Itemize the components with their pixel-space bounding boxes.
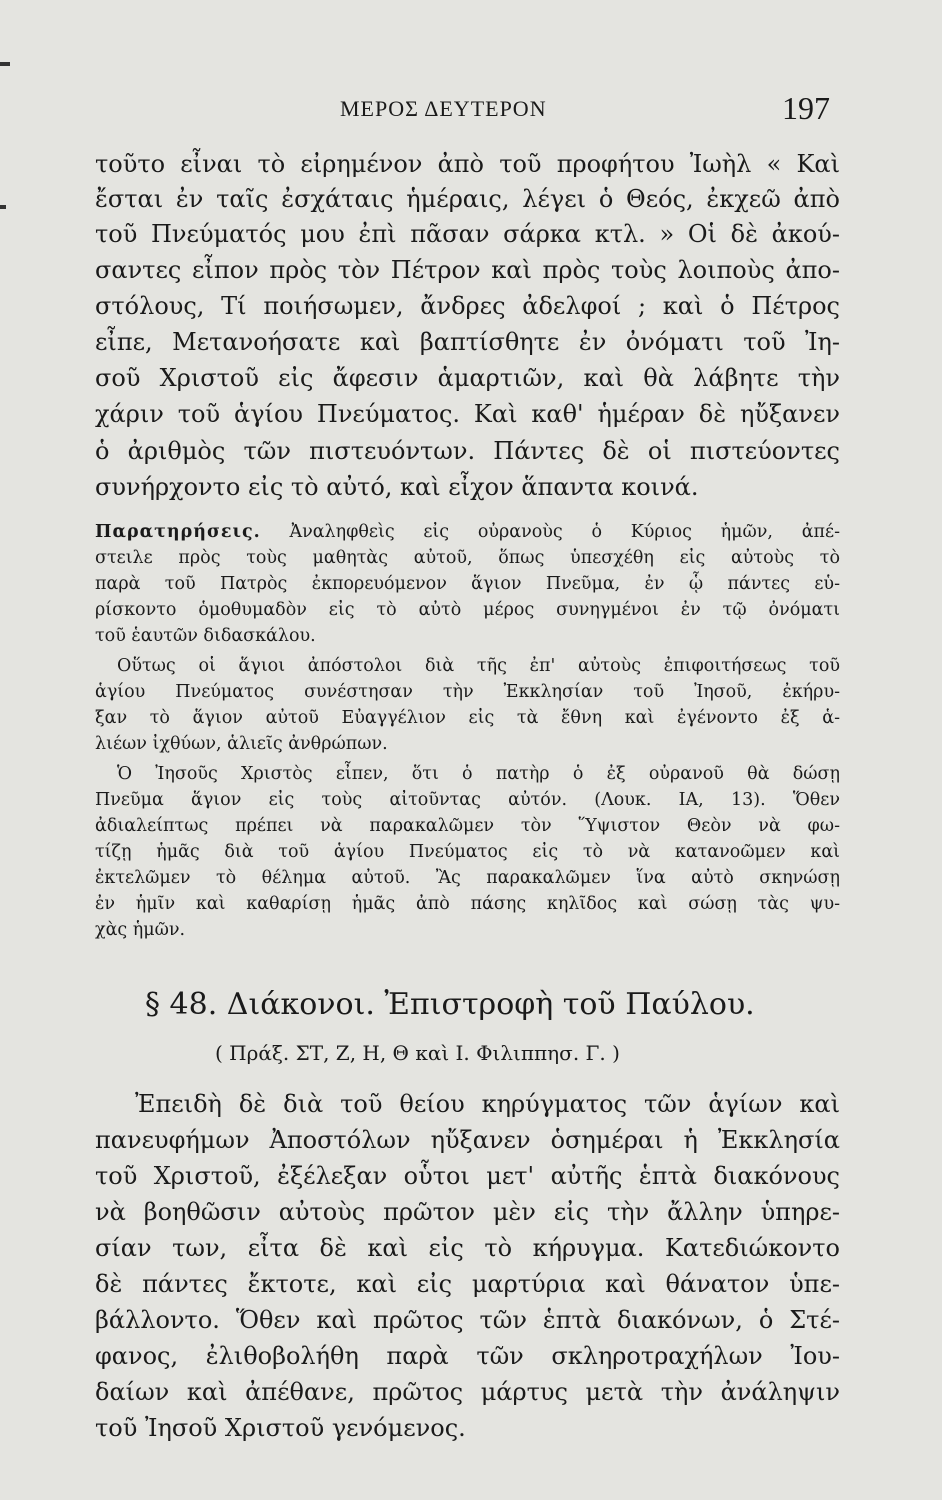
- text-line: στόλους, Τί ποιήσωμεν, ἄνδρες ἀδελφοί ; καὶ ὁ Πέτρος: [95, 292, 840, 320]
- text-line: Πνεῦμα ἅγιον εἰς τοὺς αἰτοῦντας αὐτόν. (Λουκ. ΙΑ, 13). Ὅθεν: [95, 790, 840, 810]
- text-line: ρίσκοντο ὁμοθυμαδὸν εἰς τὸ αὐτὸ μέρος συνηγμένοι ἐν τῷ ὀνόματι: [95, 600, 840, 620]
- text-line: τοῦτο εἶναι τὸ εἰρημένον ἀπὸ τοῦ προφήτου Ἰωὴλ « Καὶ: [95, 150, 840, 178]
- remarks-label: Παρατηρήσεις.: [95, 522, 261, 542]
- text-line: ὁ ἀριθμὸς τῶν πιστευόντων. Πάντες δὲ οἱ πιστεύοντες: [95, 437, 840, 465]
- text-line: χάριν τοῦ ἁγίου Πνεύματος. Καὶ καθ' ἡμέραν δὲ ηὔξανεν: [95, 400, 840, 428]
- text-line: συνήρχοντο εἰς τὸ αὐτό, καὶ εἶχον ἅπαντα κοινά.: [95, 473, 699, 501]
- text-line: δαίων καὶ ἀπέθανε, πρῶτος μάρτυς μετὰ τὴν ἀνάληψιν: [95, 1378, 840, 1406]
- text-line: τοῦ Πνεύματός μου ἐπὶ πᾶσαν σάρκα κτλ. » Οἱ δὲ ἀκού-: [95, 220, 840, 248]
- text-line: [95, 522, 840, 542]
- text-line: εἶπε, Μετανοήσατε καὶ βαπτίσθητε ἐν ὀνόματι τοῦ Ἰη-: [95, 328, 840, 356]
- text-line: νὰ βοηθῶσιν αὐτοὺς πρῶτον μὲν εἰς τὴν ἄλλην ὑπηρε-: [95, 1198, 840, 1226]
- text-line: λιέων ἰχθύων, ἁλιεῖς ἀνθρώπων.: [95, 734, 388, 754]
- text-line: Ὁ Ἰησοῦς Χριστὸς εἶπεν, ὅτι ὁ πατὴρ ὁ ἐξ οὐρανοῦ θὰ δώσῃ: [117, 764, 840, 784]
- text-line: στειλε πρὸς τοὺς μαθητὰς αὐτοῦ, ὅπως ὑπεσχέθη εἰς αὐτοὺς τὸ: [95, 548, 840, 568]
- text-line: ἐν ἡμῖν καὶ καθαρίσῃ ἡμᾶς ἀπὸ πάσης κηλῖδος καὶ σώσῃ τὰς ψυ-: [95, 894, 840, 914]
- text-line: χὰς ἡμῶν.: [95, 920, 186, 940]
- text-line: ξαν τὸ ἅγιον αὐτοῦ Εὐαγγέλιον εἰς τὰ ἔθνη καὶ ἐγένοντο ἐξ ἁ-: [95, 708, 840, 728]
- remarks-line-text: Ἀναληφθεὶς εἰς οὐρανοὺς ὁ Κύριος ἡμῶν, ἀπέ-: [260, 522, 840, 542]
- text-line: σαντες εἶπον πρὸς τὸν Πέτρον καὶ πρὸς τοὺς λοιποὺς ἀπο-: [95, 256, 840, 284]
- text-line: τίζῃ ἡμᾶς διὰ τοῦ ἁγίου Πνεύματος εἰς τὸ νὰ κατανοῶμεν καὶ: [95, 842, 840, 862]
- section-reference: ( Πράξ. ΣΤ, Ζ, Η, Θ καὶ Ι. Φιλιππησ. Γ. ): [215, 1041, 620, 1065]
- text-line: δὲ πάντες ἔκτοτε, καὶ εἰς μαρτύρια καὶ θάνατον ὑπε-: [95, 1270, 840, 1298]
- text-line: τοῦ Ἰησοῦ Χριστοῦ γενόμενος.: [95, 1414, 466, 1442]
- text-line: ἀδιαλείπτως πρέπει νὰ παρακαλῶμεν τὸν Ὕψιστον Θεὸν νὰ φω-: [95, 816, 840, 836]
- scan-edge-mark: [0, 62, 10, 66]
- scan-edge-mark: [0, 205, 6, 209]
- text-line: σοῦ Χριστοῦ εἰς ἄφεσιν ἁμαρτιῶν, καὶ θὰ λάβητε τὴν: [95, 364, 840, 392]
- text-line: σίαν των, εἶτα δὲ καὶ εἰς τὸ κήρυγμα. Κατεδιώκοντο: [95, 1234, 840, 1262]
- page-number: 197: [782, 90, 830, 126]
- text-line: ἐκτελῶμεν τὸ θέλημα αὐτοῦ. Ἂς παρακαλῶμεν ἵνα αὐτὸ σκηνώσῃ: [95, 868, 840, 888]
- section-title: § 48. Διάκονοι. Ἐπιστροφὴ τοῦ Παύλου.: [145, 987, 755, 1022]
- text-line: παρὰ τοῦ Πατρὸς ἐκπορευόμενον ἅγιον Πνεῦμα, ἐν ᾧ πάντες εὑ-: [95, 574, 840, 594]
- text-line: τοῦ ἑαυτῶν διδασκάλου.: [95, 626, 316, 646]
- page-header: [90, 90, 830, 136]
- text-line: φανος, ἐλιθοβολήθη παρὰ τῶν σκληροτραχήλων Ἰου-: [95, 1342, 840, 1370]
- text-line: βάλλοντο. Ὅθεν καὶ πρῶτος τῶν ἑπτὰ διακόνων, ὁ Στέ-: [95, 1306, 840, 1334]
- text-line: πανευφήμων Ἀποστόλων ηὔξανεν ὁσημέραι ἡ Ἐκκλησία: [95, 1126, 840, 1154]
- text-line: τοῦ Χριστοῦ, ἐξέλεξαν οὗτοι μετ' αὐτῆς ἑπτὰ διακόνους: [95, 1162, 840, 1190]
- text-line: Οὕτως οἱ ἅγιοι ἀπόστολοι διὰ τῆς ἐπ' αὐτοὺς ἐπιφοιτήσεως τοῦ: [117, 656, 840, 676]
- text-line: Ἐπειδὴ δὲ διὰ τοῦ θείου κηρύγματος τῶν ἁγίων καὶ: [135, 1090, 840, 1118]
- running-title: ΜΕΡΟΣ ΔΕΥΤΕΡΟΝ: [340, 96, 547, 121]
- text-line: ἔσται ἐν ταῖς ἐσχάταις ἡμέραις, λέγει ὁ Θεός, ἐκχεῶ ἀπὸ: [95, 185, 840, 213]
- text-line: ἁγίου Πνεύματος συνέστησαν τὴν Ἐκκλησίαν τοῦ Ἰησοῦ, ἐκήρυ-: [95, 682, 840, 702]
